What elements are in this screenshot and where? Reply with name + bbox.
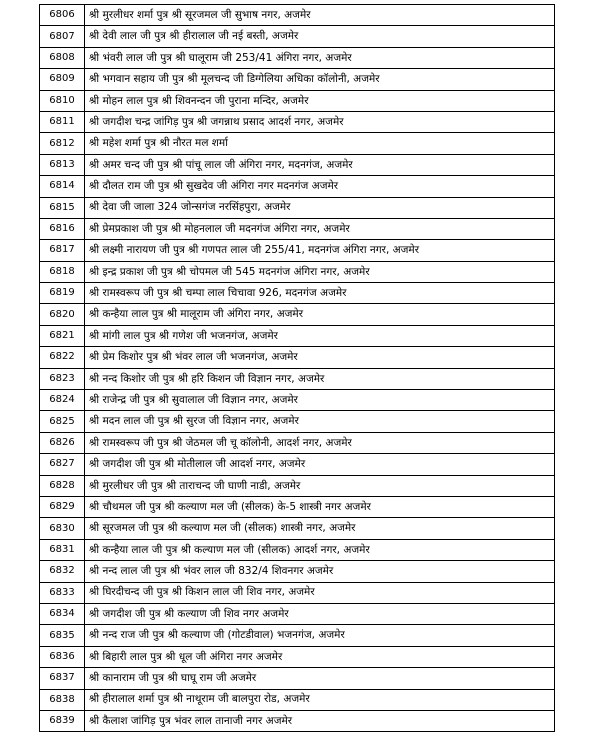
member-detail-cell: श्री भंवरी लाल जी पुत्र श्री घालूराम जी 253/41 अंगिरा नगर, अजमेर [85,47,555,68]
serial-number-cell: 6825 [40,411,85,432]
member-detail-cell: श्री चौथमल जी पुत्र श्री कल्याण मल जी (सीलक) के-5 शास्त्री नगर अजमेर [85,496,555,517]
member-detail-cell: श्री मदन लाल जी पुत्र श्री सुरज जी विज्ञान नगर, अजमेर [85,411,555,432]
member-detail-cell: श्री प्रेम किशोर पुत्र श्री भंवर लाल जी भजनगंज, अजमेर [85,347,555,368]
member-detail-cell: श्री राजेन्द्र जी पुत्र श्री सुवालाल जी विज्ञान नगर, अजमेर [85,390,555,411]
table-row [40,668,555,689]
table-row [40,496,555,517]
table-row [40,176,555,197]
table-row [40,218,555,239]
table-row [40,197,555,218]
serial-number-cell: 6823 [40,368,85,389]
table-row [40,561,555,582]
member-detail-cell: श्री नन्द लाल जी पुत्र श्री भंवर लाल जी 832/4 शिवनगर अजमेर [85,561,555,582]
member-detail-cell: श्री रामस्वरूप जी पुत्र श्री चम्पा लाल चिचावा 926, मदनगंज अजमेर [85,283,555,304]
serial-number-cell: 6811 [40,111,85,132]
member-detail-cell: श्री सूरजमल जी पुत्र श्री कल्याण मल जी (सीलक) शास्त्री नगर, अजमेर [85,518,555,539]
table-row [40,539,555,560]
member-detail-cell: श्री हीरालाल शर्मा पुत्र श्री नाथूराम जी बालपुरा रोड, अजमेर [85,689,555,710]
serial-number-cell: 6838 [40,689,85,710]
serial-number-cell: 6813 [40,154,85,175]
member-detail-cell: श्री कानाराम जी पुत्र श्री घाघू राम जी अजमेर [85,668,555,689]
table-row [40,90,555,111]
member-detail-cell: श्री मुरलीधर जी पुत्र श्री ताराचन्द जी घाणी नाडी, अजमेर [85,475,555,496]
serial-number-cell: 6836 [40,646,85,667]
table-row [40,582,555,603]
table-row [40,325,555,346]
serial-number-cell: 6820 [40,304,85,325]
member-detail-cell: श्री मोहन लाल पुत्र श्री शिवनन्दन जी पुराना मन्दिर, अजमेर [85,90,555,111]
table-row [40,69,555,90]
table-row [40,133,555,154]
serial-number-cell: 6816 [40,218,85,239]
serial-number-cell: 6821 [40,325,85,346]
table-row [40,304,555,325]
serial-number-cell: 6807 [40,26,85,47]
member-detail-cell: श्री महेश शर्मा पुत्र श्री नौरत मल शर्मा [85,133,555,154]
member-detail-cell: श्री भगवान सहाय जी पुत्र श्री मूलचन्द जी डिग्गेलिया अधिका कॉलोनी, अजमेर [85,69,555,90]
table-row [40,283,555,304]
member-detail-cell: श्री देवी लाल जी पुत्र श्री हीरालाल जी नई बस्ती, अजमेर [85,26,555,47]
member-detail-cell: श्री घिरदीचन्द जी पुत्र श्री किशन लाल जी शिव नगर, अजमेर [85,582,555,603]
table-row [40,432,555,453]
member-detail-cell: श्री जगदीश जी पुत्र श्री कल्याण जी शिव नगर अजमेर [85,603,555,624]
member-detail-cell: श्री कन्हैया लाल जी पुत्र श्री कल्याण मल जी (सीलक) आदर्श नगर, अजमेर [85,539,555,560]
table-row [40,347,555,368]
serial-number-cell: 6815 [40,197,85,218]
table-row [40,475,555,496]
table-row [40,411,555,432]
table-row [40,390,555,411]
table-row [40,240,555,261]
table-row [40,518,555,539]
table-row [40,603,555,624]
member-detail-cell: श्री कन्हैया लाल पुत्र श्री मालूराम जी अंगिरा नगर, अजमेर [85,304,555,325]
member-detail-cell: श्री नन्द राज जी पुत्र श्री कल्याण जी (गोटडीवाल) भजनगंज, अजमेर [85,625,555,646]
serial-number-cell: 6819 [40,283,85,304]
serial-number-cell: 6828 [40,475,85,496]
member-detail-cell: श्री बिहारी लाल पुत्र श्री धूल जी अंगिरा नगर अजमेर [85,646,555,667]
table-row [40,646,555,667]
member-detail-cell: श्री कैलाश जांगिड़ पुत्र भंवर लाल तानाजी नगर अजमेर [85,710,555,731]
serial-number-cell: 6833 [40,582,85,603]
serial-number-cell: 6831 [40,539,85,560]
table-row [40,368,555,389]
member-detail-cell: श्री रामस्वरूप जी पुत्र श्री जेठमल जी चू कॉलोनी, आदर्श नगर, अजमेर [85,432,555,453]
serial-number-cell: 6812 [40,133,85,154]
table-row [40,47,555,68]
member-list-page [39,4,555,732]
serial-number-cell: 6810 [40,90,85,111]
serial-number-cell: 6818 [40,261,85,282]
table-row [40,26,555,47]
serial-number-cell: 6826 [40,432,85,453]
serial-number-cell: 6829 [40,496,85,517]
serial-number-cell: 6824 [40,390,85,411]
serial-number-cell: 6822 [40,347,85,368]
table-row [40,111,555,132]
member-detail-cell: श्री जगदीश चन्द्र जांगिड़ पुत्र श्री जगन्नाथ प्रसाद आदर्श नगर, अजमेर [85,111,555,132]
member-table-body [40,5,555,732]
serial-number-cell: 6830 [40,518,85,539]
member-detail-cell: श्री लक्ष्मी नारायण जी पुत्र श्री गणपत लाल जी 255/41, मदनगंज अंगिरा नगर, अजमेर [85,240,555,261]
member-table [39,4,555,732]
member-detail-cell: श्री जगदीश जी पुत्र श्री मोतीलाल जी आदर्श नगर, अजमेर [85,454,555,475]
table-row [40,625,555,646]
table-row [40,5,555,26]
member-detail-cell: श्री मांगी लाल पुत्र श्री गणेश जी भजनगंज, अजमेर [85,325,555,346]
serial-number-cell: 6814 [40,176,85,197]
serial-number-cell: 6827 [40,454,85,475]
serial-number-cell: 6837 [40,668,85,689]
serial-number-cell: 6839 [40,710,85,731]
member-detail-cell: श्री अमर चन्द जी पुत्र श्री पांचू लाल जी अंगिरा नगर, मदनगंज, अजमेर [85,154,555,175]
serial-number-cell: 6835 [40,625,85,646]
member-detail-cell: श्री नन्द किशोर जी पुत्र श्री हरि किशन जी विज्ञान नगर, अजमेर [85,368,555,389]
member-detail-cell: श्री देवा जी जाला 324 जोन्सगंज नरसिंहपुरा, अजमेर [85,197,555,218]
table-row [40,710,555,731]
table-row [40,261,555,282]
table-row [40,154,555,175]
serial-number-cell: 6817 [40,240,85,261]
member-detail-cell: श्री दौलत राम जी पुत्र श्री सुखदेव जी अंगिरा नगर मदनगंज अजमेर [85,176,555,197]
serial-number-cell: 6809 [40,69,85,90]
table-row [40,689,555,710]
serial-number-cell: 6808 [40,47,85,68]
serial-number-cell: 6806 [40,5,85,26]
serial-number-cell: 6834 [40,603,85,624]
member-detail-cell: श्री इन्द्र प्रकाश जी पुत्र श्री चोपमल जी 545 मदनगंज अंगिरा नगर, अजमेर [85,261,555,282]
member-detail-cell: श्री मुरलीधर शर्मा पुत्र श्री सूरजमल जी सुभाष नगर, अजमेर [85,5,555,26]
table-row [40,454,555,475]
serial-number-cell: 6832 [40,561,85,582]
member-detail-cell: श्री प्रेमप्रकाश जी पुत्र श्री मोहनलाल जी मदनगंज अंगिरा नगर, अजमेर [85,218,555,239]
